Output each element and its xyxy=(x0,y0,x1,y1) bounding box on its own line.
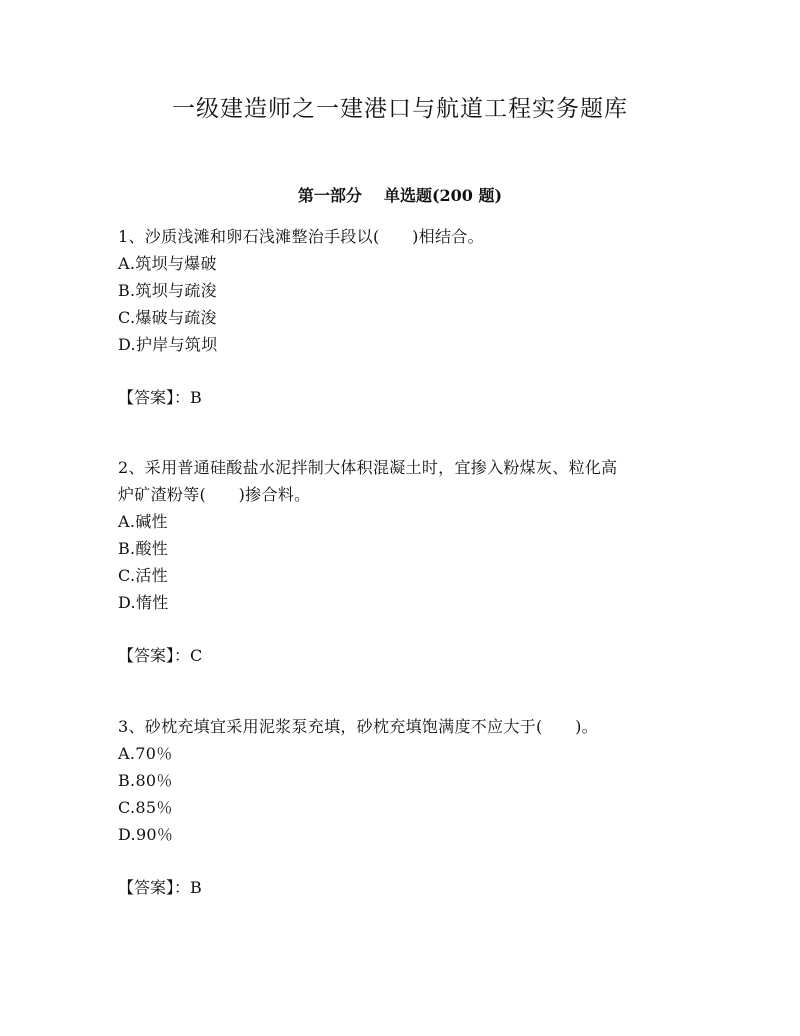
option-d: D.90％ xyxy=(118,825,174,844)
option-d: D.惰性 xyxy=(118,593,169,612)
option-c: C.爆破与疏浚 xyxy=(118,308,217,327)
option-a: A.碱性 xyxy=(118,512,168,531)
option-a: A.筑坝与爆破 xyxy=(118,254,217,273)
answer-label: 【答案】：B xyxy=(118,388,202,407)
question-3 xyxy=(118,713,698,901)
option-b: B.酸性 xyxy=(118,539,169,558)
option-a: A.70％ xyxy=(118,744,173,763)
option-c: C.85％ xyxy=(118,798,173,817)
section-heading xyxy=(0,184,800,208)
answer-label: 【答案】：C xyxy=(118,646,203,665)
question-stem: 3、砂枕充填宜采用泥浆泵充填，砂枕充填饱满度不应大于( )。 xyxy=(118,717,598,736)
section-part: 第一部分 xyxy=(297,186,362,205)
question-stem-line-2: 炉矿渣粉等( )掺合料。 xyxy=(118,485,311,504)
option-b: B.80％ xyxy=(118,771,173,790)
section-name: 单选题(200 题) xyxy=(383,186,503,205)
option-b: B.筑坝与疏浚 xyxy=(118,281,217,300)
option-c: C.活性 xyxy=(118,566,168,585)
question-stem-line-1: 2、采用普通硅酸盐水泥拌制大体积混凝土时，宜掺入粉煤灰、粒化高 xyxy=(118,458,618,477)
answer-label: 【答案】：B xyxy=(118,878,202,897)
question-stem: 1、沙质浅滩和卵石浅滩整治手段以( )相结合。 xyxy=(118,227,484,246)
question-1 xyxy=(118,223,698,411)
question-2 xyxy=(118,454,698,669)
page-title: 一级建造师之一建港口与航道工程实务题库 xyxy=(172,96,628,122)
option-d: D.护岸与筑坝 xyxy=(118,335,218,354)
